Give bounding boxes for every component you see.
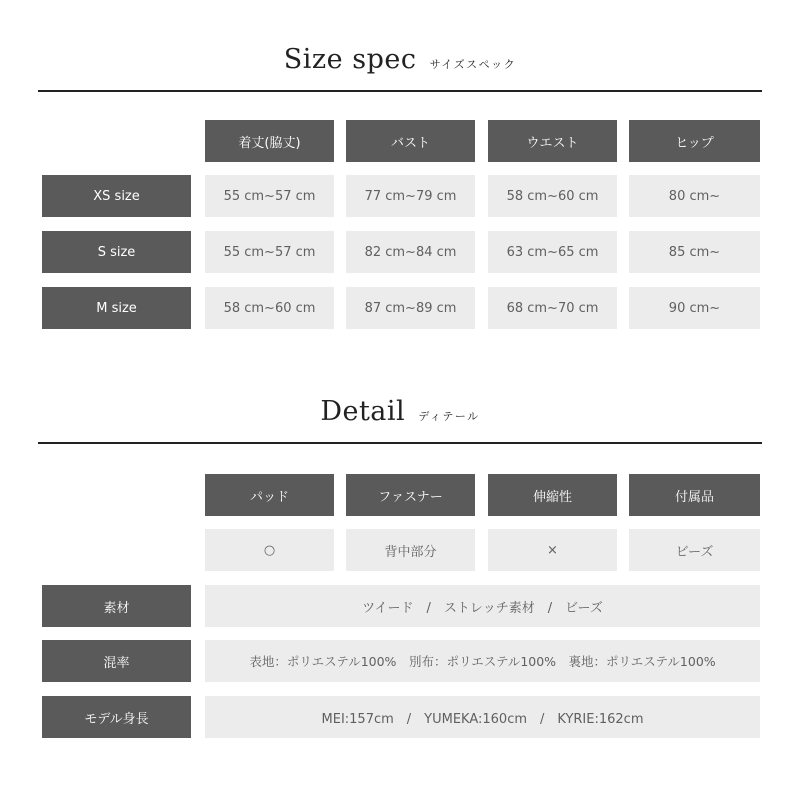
size-row-label-xs: XS size <box>42 175 191 217</box>
detail-col-header-pad: パッド <box>205 474 334 516</box>
size-spec-heading: Size spec <box>283 44 417 75</box>
size-cell-s-waist: 63 cm~65 cm <box>488 231 617 273</box>
detail-row-value-material: ツイード / ストレッチ素材 / ビーズ <box>205 585 760 627</box>
size-cell-s-bust: 82 cm~84 cm <box>346 231 475 273</box>
size-col-header-waist: ウエスト <box>488 120 617 162</box>
detail-cell-zipper: 背中部分 <box>346 529 475 571</box>
size-col-header-hip: ヒップ <box>629 120 760 162</box>
size-row-label-s: S size <box>42 231 191 273</box>
detail-cell-pad: ○ <box>205 529 334 571</box>
size-cell-xs-length: 55 cm~57 cm <box>205 175 334 217</box>
size-row-label-m: M size <box>42 287 191 329</box>
size-col-header-bust: バスト <box>346 120 475 162</box>
size-cell-xs-bust: 77 cm~79 cm <box>346 175 475 217</box>
size-cell-xs-hip: 80 cm~ <box>629 175 760 217</box>
size-spec-title <box>0 44 800 75</box>
detail-row-value-composition: 表地：ポリエステル100% 別布：ポリエステル100% 裏地：ポリエステル100% <box>205 640 760 682</box>
detail-row-label-material: 素材 <box>42 585 191 627</box>
detail-cell-accessory: ビーズ <box>629 529 760 571</box>
size-spec-divider <box>38 90 762 92</box>
detail-row-label-composition: 混率 <box>42 640 191 682</box>
detail-divider <box>38 442 762 444</box>
detail-col-header-stretch: 伸縮性 <box>488 474 617 516</box>
detail-subheading: ディテール <box>418 410 480 423</box>
size-col-header-length: 着丈(脇丈) <box>205 120 334 162</box>
detail-cell-stretch: × <box>488 529 617 571</box>
size-cell-m-waist: 68 cm~70 cm <box>488 287 617 329</box>
size-cell-m-length: 58 cm~60 cm <box>205 287 334 329</box>
size-cell-m-hip: 90 cm~ <box>629 287 760 329</box>
detail-row-label-model-height: モデル身長 <box>42 696 191 738</box>
size-cell-xs-waist: 58 cm~60 cm <box>488 175 617 217</box>
detail-col-header-accessory: 付属品 <box>629 474 760 516</box>
detail-title <box>0 396 800 427</box>
detail-heading: Detail <box>320 396 406 427</box>
detail-row-value-model-height: MEI:157cm / YUMEKA:160cm / KYRIE:162cm <box>205 696 760 738</box>
size-cell-m-bust: 87 cm~89 cm <box>346 287 475 329</box>
detail-col-header-zipper: ファスナー <box>346 474 475 516</box>
size-cell-s-hip: 85 cm~ <box>629 231 760 273</box>
size-cell-s-length: 55 cm~57 cm <box>205 231 334 273</box>
size-spec-subheading: サイズスペック <box>429 58 517 71</box>
